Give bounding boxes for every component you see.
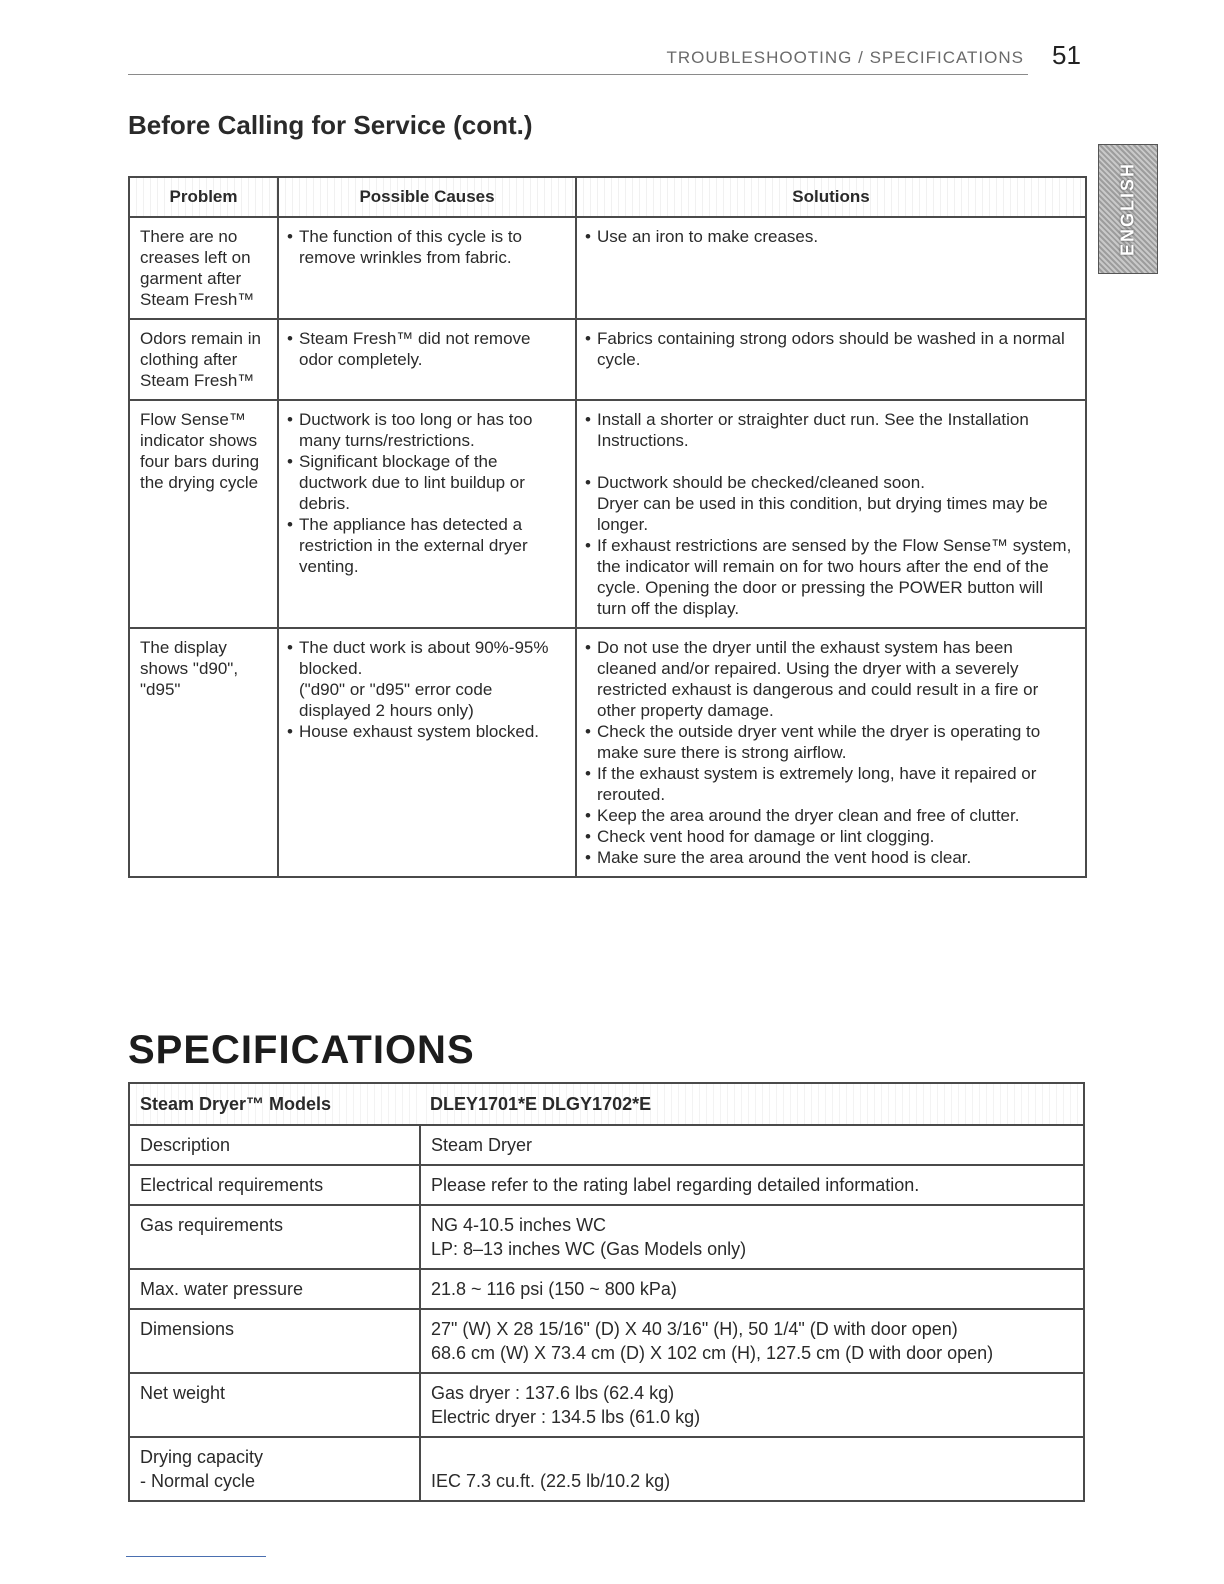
language-tab: [1098, 144, 1158, 274]
spec-label: Max. water pressure: [129, 1269, 420, 1309]
causes-cell: [278, 319, 576, 400]
language-tab-label: ENGLISH: [1117, 161, 1138, 257]
footer-rule: [126, 1556, 266, 1557]
troubleshooting-table: [128, 176, 1087, 878]
list-item: • Keep the area around the dryer clean and free of clutter.: [585, 805, 1075, 826]
running-header: [128, 40, 1028, 75]
spec-label-line: Drying capacity: [140, 1447, 264, 1467]
troubleshooting-title: Before Calling for Service (cont.): [128, 110, 533, 140]
table-row: [129, 1269, 1084, 1309]
list-item: • The function of this cycle is to remove wrinkles from fabric.: [287, 226, 565, 268]
spec-value-spacer: [431, 1445, 1073, 1469]
cause-text: • The duct work is about 90%-95% blocked.: [299, 638, 549, 678]
spec-label: Dimensions: [129, 1309, 420, 1373]
solutions-cell: [576, 628, 1086, 877]
table-row: [129, 319, 1086, 400]
spec-value-line: Steam Dryer: [431, 1135, 533, 1155]
list-item: [585, 472, 1075, 535]
solutions-cell: [576, 400, 1086, 628]
spec-value-line: IEC 7.3 cu.ft. (22.5 lb/10.2 kg): [431, 1471, 671, 1491]
list-item: • If the exhaust system is extremely long, have it repaired or rerouted.: [585, 763, 1075, 805]
spec-label: Net weight: [129, 1373, 420, 1437]
list-item: • House exhaust system blocked.: [287, 721, 565, 742]
list-item: • Do not use the dryer until the exhaust system has been cleaned and/or repaired. Using the dryer with a severely restricted exhaust is dangerous and could result in a fire or other property damage.: [585, 637, 1075, 721]
specs-header-models: DLEY1701*E DLGY1702*E: [420, 1083, 1084, 1125]
list-item: • Significant blockage of the ductwork due to lint buildup or debris.: [287, 451, 565, 514]
cause-note: ("d90" or "d95" error code displayed 2 hours only): [299, 680, 493, 720]
causes-cell: [278, 628, 576, 877]
solutions-list: [585, 328, 1075, 370]
column-header-solutions: Solutions: [576, 177, 1086, 217]
spec-value: [420, 1373, 1084, 1437]
table-row: [129, 628, 1086, 877]
spec-value-line: Electric dryer : 134.5 lbs (61.0 kg): [431, 1407, 701, 1427]
table-row: [129, 1309, 1084, 1373]
causes-list: [287, 328, 565, 370]
causes-cell: [278, 217, 576, 319]
spec-value-line: LP: 8–13 inches WC (Gas Models only): [431, 1239, 747, 1259]
specs-header-label: Steam Dryer™ Models: [129, 1083, 420, 1125]
spec-value: [420, 1309, 1084, 1373]
spec-value-line: 68.6 cm (W) X 73.4 cm (D) X 102 cm (H), 127.5 cm (D with door open): [431, 1343, 994, 1363]
specifications-title: SPECIFICATIONS: [128, 1028, 475, 1072]
solutions-list: [585, 226, 1075, 247]
solutions-list: [585, 637, 1075, 868]
list-item: • Fabrics containing strong odors should be washed in a normal cycle.: [585, 328, 1075, 370]
spec-label: [129, 1437, 420, 1501]
solutions-cell: [576, 319, 1086, 400]
causes-list: [287, 226, 565, 268]
troubleshooting-header-row: [129, 177, 1086, 217]
causes-cell: [278, 400, 576, 628]
solutions-list: [585, 409, 1075, 619]
list-item: • Steam Fresh™ did not remove odor completely.: [287, 328, 565, 370]
problem-cell: Flow Sense™ indicator shows four bars during the drying cycle: [129, 400, 278, 628]
spec-value-line: NG 4-10.5 inches WC: [431, 1215, 607, 1235]
list-item: • Check vent hood for damage or lint clogging.: [585, 826, 1075, 847]
spec-value-line: Please refer to the rating label regarding detailed information.: [431, 1175, 920, 1195]
spec-value: [420, 1205, 1084, 1269]
list-item: [287, 637, 565, 721]
table-row: [129, 1437, 1084, 1501]
list-item: • Install a shorter or straighter duct run. See the Installation Instructions.: [585, 409, 1075, 451]
specs-header-row: [129, 1083, 1084, 1125]
spec-value-line: 21.8 ~ 116 psi (150 ~ 800 kPa): [431, 1279, 677, 1299]
list-item: • If exhaust restrictions are sensed by the Flow Sense™ system, the indicator will remain on for two hours after the end of the cycle. Opening the door or pressing the POWER button will turn off the display.: [585, 535, 1075, 619]
problem-cell: Odors remain in clothing after Steam Fresh™: [129, 319, 278, 400]
spec-value: [420, 1125, 1084, 1165]
specifications-table: [128, 1082, 1085, 1502]
table-row: [129, 1373, 1084, 1437]
spec-value-line: Gas dryer : 137.6 lbs (62.4 kg): [431, 1383, 675, 1403]
table-row: [129, 1205, 1084, 1269]
causes-list: [287, 409, 565, 577]
solution-text: • Ductwork should be checked/cleaned soon.: [597, 473, 925, 492]
solutions-cell: [576, 217, 1086, 319]
table-row: [129, 400, 1086, 628]
spec-value: [420, 1269, 1084, 1309]
solution-text: Dryer can be used in this condition, but drying times may be longer.: [597, 494, 1048, 534]
list-item: • The appliance has detected a restriction in the external dryer venting.: [287, 514, 565, 577]
spec-label: Description: [129, 1125, 420, 1165]
column-header-causes: Possible Causes: [278, 177, 576, 217]
table-row: [129, 1165, 1084, 1205]
list-item: • Use an iron to make creases.: [585, 226, 1075, 247]
list-item: • Ductwork is too long or has too many turns/restrictions.: [287, 409, 565, 451]
column-header-problem: Problem: [129, 177, 278, 217]
spec-value-line: 27" (W) X 28 15/16" (D) X 40 3/16" (H), 50 1/4" (D with door open): [431, 1319, 958, 1339]
list-item: • Make sure the area around the vent hood is clear.: [585, 847, 1075, 868]
spec-label-line: - Normal cycle: [140, 1471, 256, 1491]
list-item: • Check the outside dryer vent while the dryer is operating to make sure there is strong airflow.: [585, 721, 1075, 763]
spec-label: Electrical requirements: [129, 1165, 420, 1205]
causes-list: [287, 637, 565, 742]
spec-label: Gas requirements: [129, 1205, 420, 1269]
running-header-section: TROUBLESHOOTING / SPECIFICATIONS: [666, 48, 1024, 67]
problem-cell: There are no creases left on garment after Steam Fresh™: [129, 217, 278, 319]
spec-value: [420, 1165, 1084, 1205]
table-row: [129, 1125, 1084, 1165]
table-row: [129, 217, 1086, 319]
problem-cell: The display shows "d90", "d95": [129, 628, 278, 877]
page-number: 51: [1052, 40, 1081, 70]
spec-value: [420, 1437, 1084, 1501]
